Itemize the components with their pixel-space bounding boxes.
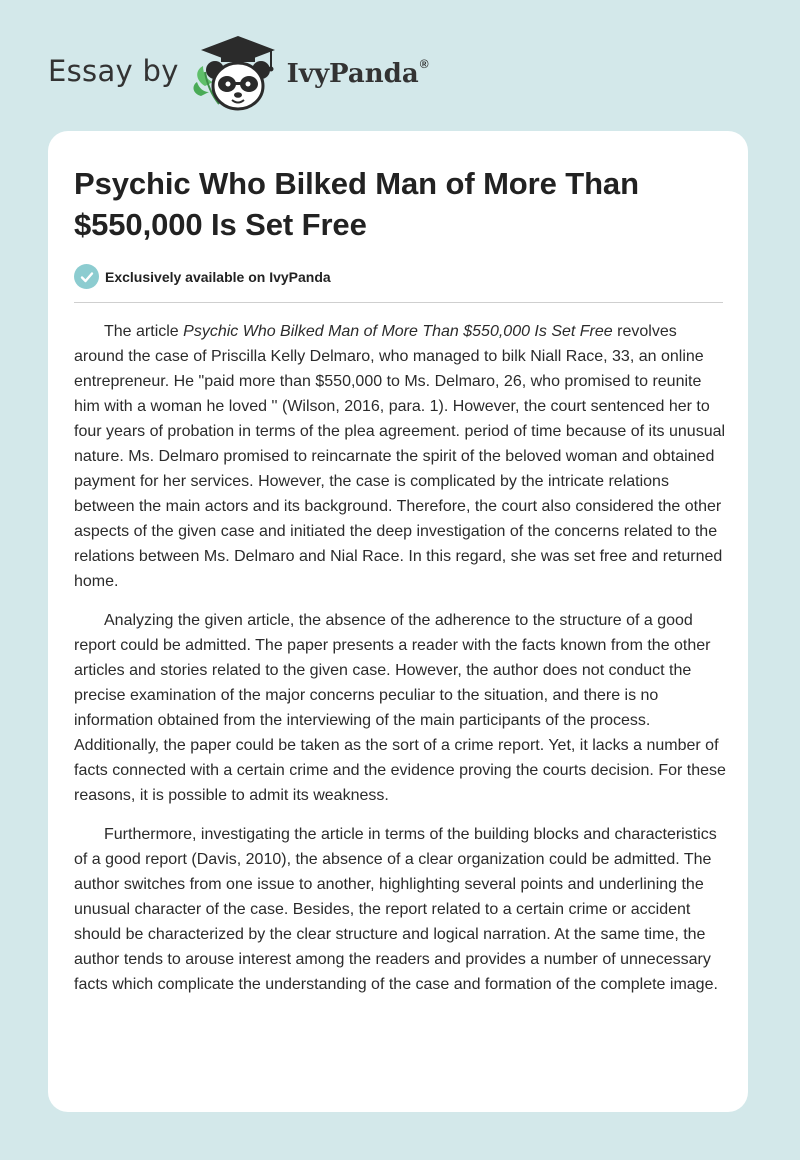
- brand-name[interactable]: IvyPanda®: [286, 57, 429, 89]
- paragraph-3: Furthermore, investigating the article in terms of the building blocks and characteristics of a good report (Davis, 2010), the absence of a clear organization could be admitted. The author switches from one issue to another, highlighting several points and underlining the unusual character of the case. Besides, the report related to a certain crime or accident should be characterized by the clear structure and logical narration. At the same time, the author tends to arouse interest among the readers and provides a number of unnecessary facts which complicate the understanding of the case and formation of the complete image.: [74, 826, 718, 993]
- paragraph-1: The article Psychic Who Bilked Man of More Than $550,000 Is Set Free revolves around the case of Priscilla Kelly Delmaro, who managed to bilk Niall Race, 33, an online entrepreneur. He "paid more than $550,000 to Ms. Delmaro, 26, who promised to reunite him with a woman he loved '' (Wilson, 2016, para. 1). However, the court sentenced her to four years of probation in terms of the plea agreement. period of time because of its unusual nature. Ms. Delmaro promised to reincarnate the spirit of the beloved woman and obtained payment for her services. However, the case is complicated by the intricate relations between the main actors and its background. Therefore, the court also considered the other aspects of the given case and initiated the deep investigation of the concerns related to the relations between Ms. Delmaro and Nial Race. In this regard, she was set free and returned home.: [74, 323, 726, 590]
- exclusive-label: Exclusively available on IvyPanda: [105, 268, 331, 285]
- article-body: [74, 319, 726, 1011]
- divider: [74, 302, 723, 303]
- article-title-italic: Psychic Who Bilked Man of More Than $550,000 Is Set Free: [183, 323, 613, 340]
- site-header: [48, 34, 429, 112]
- check-circle-icon: [74, 264, 99, 289]
- exclusive-badge: [74, 264, 331, 289]
- registered-mark: ®: [419, 57, 429, 72]
- paragraph-2: Analyzing the given article, the absence of the adherence to the structure of a good report could be admitted. The paper presents a reader with the facts known from the other articles and stories related to the given case. However, the author does not conduct the precise examination of the major concerns peculiar to the situation, and there is no information obtained from the interviewing of the main participants of the process. Additionally, the paper could be taken as the sort of a crime report. Yet, it lacks a number of facts connected with a certain crime and the evidence proving the courts decision. For these reasons, it is possible to admit its weakness.: [74, 612, 726, 804]
- article-title: Psychic Who Bilked Man of More Than $550,000 Is Set Free: [74, 166, 639, 242]
- article-card: [48, 131, 748, 1112]
- panda-logo-icon[interactable]: [191, 34, 285, 112]
- essay-by-label: Essay by: [48, 54, 179, 88]
